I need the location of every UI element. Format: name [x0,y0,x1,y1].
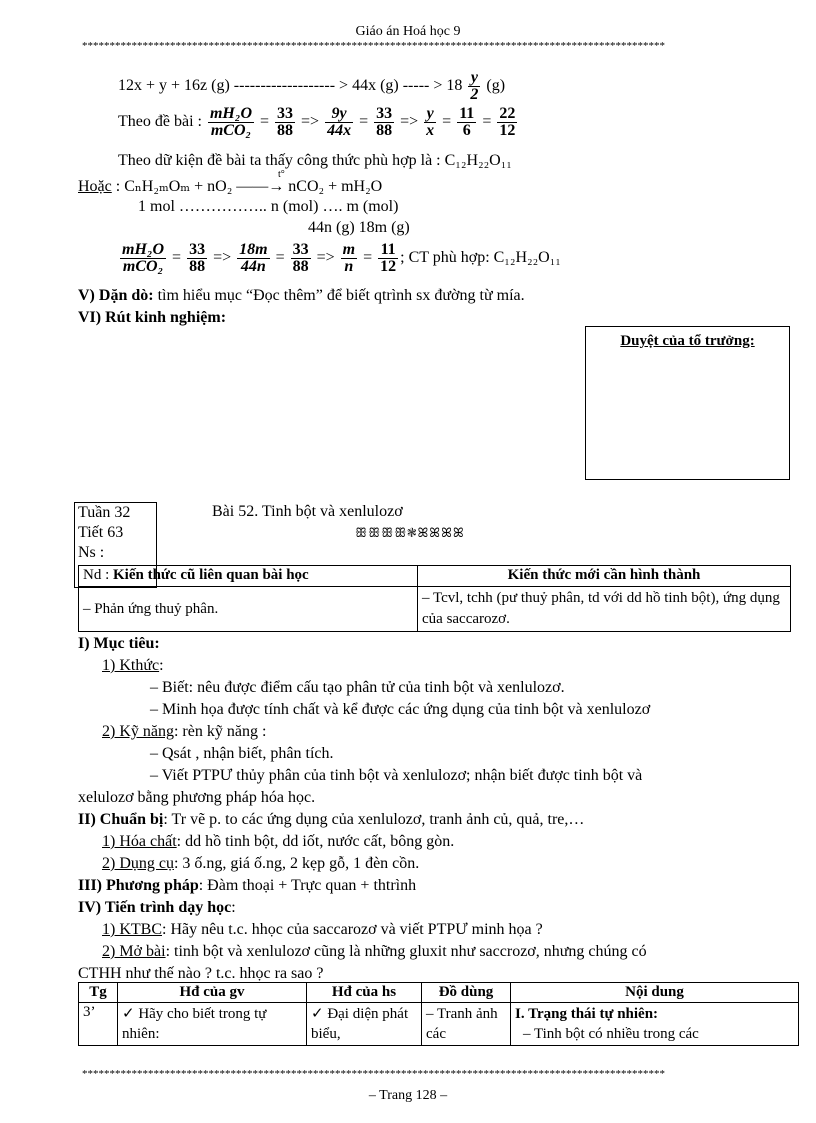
lesson-title: Bài 52. Tinh bột và xenlulozơ [212,503,403,520]
col-teacher: Hđ của gv [118,983,307,1003]
row-student: ✓ Đại diện phát biểu, [307,1003,422,1046]
ornament-divider: ꕥꕥꕥꕥ❃ꕤꕤꕤꕤ [355,525,465,540]
process-intro-wrap: CTHH như thế nào ? t.c. hhọc ra sao ? [78,965,324,982]
section-vi: VI) Rút kinh nghiệm: [78,309,227,326]
skill-item-wrap: xelulozơ bằng phương pháp hóa học. [78,789,316,806]
knowledge-table [78,565,791,632]
prep-chemicals: 1) Hóa chất: dd hồ tinh bột, dd iốt, nước cất, bông gòn. [102,833,455,850]
equation-ratio-2: $\frac{\text{mH₂O}}{\text{mCO₂}}$ = $\frac{33}{88}$ => $\frac{18m}{44n}$ = $\frac{33}{88}$ => $\frac{m}{n}$ = $\frac{11}{12}$ ; CT phù hợp: C₁₂H₂₂O₁₁ [122,241,561,275]
equation-line-1: 12x + y + 16z (g) ------------------- > 44x (g) ----- > 18 $\frac{y}{2}$ (g) [118,69,506,103]
row-teacher: ✓ Hãy cho biết trong tự nhiên: [118,1003,307,1046]
alternative-equation: Hoặc : CₙH₂ₘOₘ + nO₂ ——→ nCO₂ + mH₂O t° [78,169,383,195]
approval-box [585,326,790,480]
knowledge-item: – Biết: nêu được điểm cấu tạo phân tử của tinh bột và xenlulozơ. [150,679,565,696]
lesson-info [78,503,130,563]
knowledge-item: – Minh họa được tính chất và kể được các ứng dụng của tinh bột và xenlulozơ [150,701,651,718]
row-content: I. Trạng thái tự nhiên: – Tinh bột có nhiều trong các [511,1003,799,1046]
header-divider: ********************************************************************************************************** [82,40,665,52]
week-label: Tuần 32 [78,504,131,521]
knowledge-subheading: 1) Kthức: [102,657,164,674]
mol-row: 1 mol …………….. n (mol) …. m (mol) [138,198,399,215]
prep-tools: 2) Dụng cụ: 3 ố.ng, giá ố.ng, 2 kẹp gỗ, 1 đèn cồn. [102,855,420,872]
activity-table [78,982,799,1046]
col-materials: Đồ dùng [422,983,511,1003]
knowledge-new-cell: – Tcvl, tchh (pư thuỷ phân, td với dd hồ tinh bột), ứng dụng của saccarozơ. [418,587,791,632]
col-time: Tg [79,983,118,1003]
method-heading: III) Phương pháp: Đàm thoại + Trực quan + thtrình [78,877,417,894]
objectives-section [78,633,650,985]
ns-label: Ns : [78,544,105,561]
skill-item: – Qsát , nhận biết, phân tích. [150,745,334,762]
knowledge-old-cell: – Phản ứng thuỷ phân. [79,587,418,632]
col-student: Hđ của hs [307,983,422,1003]
process-heading: IV) Tiến trình dạy học: [78,899,236,916]
page-number: – Trang 128 – [368,1088,448,1103]
skill-item: – Viết PTPƯ thủy phân của tinh bột và xenlulozơ; nhận biết được tinh bột và [150,767,643,784]
approval-title: Duyệt của tổ trưởng: [620,333,755,349]
mass-row: 44n (g) 18m (g) [308,219,410,236]
skills-subheading: 2) Kỹ năng: rèn kỹ năng : [102,723,267,740]
footer-divider: ********************************************************************************************************** [82,1068,665,1080]
period-label: Tiết 63 [78,524,124,541]
knowledge-old-header: Nd : Kiến thức cũ liên quan bài học [79,566,418,587]
document-header-title: Giáo án Hoá học 9 [355,24,461,39]
section-v: V) Dặn dò: tìm hiểu mục “Đọc thêm” để biết qtrình sx đường từ mía. [78,287,525,304]
process-ktbc: 1) KTBC: Hãy nêu t.c. hhọc của saccarozơ và viết PTPƯ minh họa ? [102,921,543,938]
row-materials: – Tranh ảnh các [422,1003,511,1046]
knowledge-new-header: Kiến thức mới cần hình thành [418,566,791,587]
prep-heading: II) Chuẩn bị: Tr vẽ p. to các ứng dụng của xenlulozơ, tranh ảnh củ, quả, tre,… [78,811,585,828]
col-content: Nội dung [511,983,799,1003]
row-time: 3’ [79,1003,118,1046]
process-intro: 2) Mở bài: tinh bột và xenlulozơ cũng là những gluxit như saccrozơ, nhưng chúng có [102,943,647,960]
equation-ratio: Theo đề bài : $\frac{\text{mH₂O}}{\text{mCO₂}}$ = $\frac{33}{88}$ => $\frac{9y}{44x}$ = $\frac{33}{88}$ => $\frac{y}{x}$ = $\frac{11}{6}$ = $\frac{22}{12}$ [118,105,516,139]
conclusion-line: Theo dữ kiện đề bài ta thấy công thức phù hợp là : C₁₂H₂₂O₁₁ [118,152,512,169]
objectives-heading: I) Mục tiêu: [78,635,160,652]
